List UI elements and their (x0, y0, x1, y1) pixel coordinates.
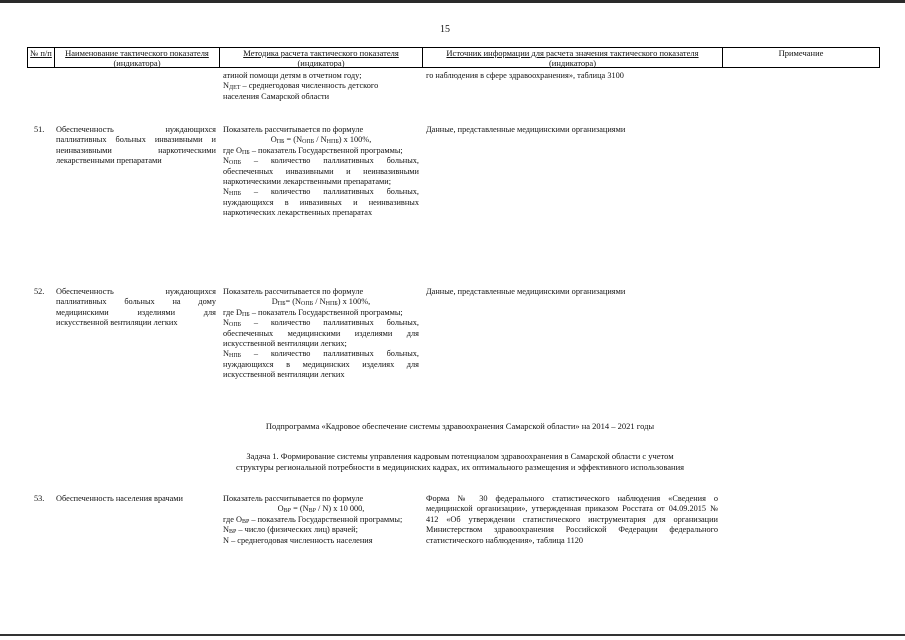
subprogram-heading: Подпрограмма «Кадровое обеспечение системы здравоохранения Самарской области» на 2014 – 2021 годы (265, 421, 655, 431)
header-num: № п/п (27, 47, 54, 68)
row51-method: Показатель рассчитывается по формуле $О_{ПБ} = (N_{ОПБ} / N_{НПБ})$ х 100%, где $О_{ПБ}$ – показатель Государственной программы; $N_{ОПБ}$ – количество паллиативных больных, обеспеченных инвазивными и неинвазивными наркотическими лекарственными препаратами; $N_{НПБ}$ – количество паллиативных больных, нуждающихся в инвазивных и неинвазивных наркотических лекарственных препаратах (223, 125, 419, 218)
row51-source: Данные, представленные медицинскими организациями (426, 125, 626, 134)
header-name: Наименование тактического показателя (индикатора) (54, 47, 219, 68)
header-note: Примечание (722, 47, 880, 68)
row53-num: 53. (34, 494, 45, 503)
cont-source: го наблюдения в сфере здравоохранения», таблица 3100 (426, 71, 624, 80)
row52-source: Данные, представленные медицинскими организациями (426, 287, 626, 296)
row53-method: Показатель рассчитывается по формуле $О_{ВР} = (N_{ВР} / N)$ х 10 000, где $О_{ВР}$ – показатель Государственной программы; $N_{ВР}$ – число (физических лиц) врачей; N – среднегодовая численность населения (223, 494, 403, 545)
row51-name: Обеспеченность нуждающихся паллиативных больных инвазивными и неинвазивными наркотическими лекарственными препаратами (56, 125, 216, 166)
row52-name: Обеспеченность нуждающихся паллиативных больных на дому медицинскими изделиями для искусственной вентиляции легких (56, 287, 216, 328)
header-source: Источник информации для расчета значения тактического показателя (индикатора) (422, 47, 722, 68)
row51-num: 51. (34, 125, 45, 134)
bottom-rule (0, 634, 905, 636)
task-heading: Задача 1. Формирование системы управления кадровым потенциалом здравоохранения в Самарской области с учетом структуры региональной потребности в медицинских кадрах, их оптимального размещения и эффективного использования (235, 451, 685, 472)
page-number: 15 (440, 24, 450, 35)
header-method: Методика расчета тактического показателя (индикатора) (219, 47, 422, 68)
cont-method: атиной помощи детям в отчетном году; $N_{ДЕТ}$ – среднегодовая численность детского населения Самарской области (223, 71, 379, 101)
row53-name: Обеспеченность населения врачами (56, 494, 183, 503)
row52-method: Показатель рассчитывается по формуле $D_{ПБ}= (N_{ОПБ} / N_{НПБ})$ х 100%, где $D_{ПБ}$ – показатель Государственной программы; $N_{ОПБ}$ – количество паллиативных больных, обеспеченных медицинскими изделиями для искусственной вентиляции легких; $N_{НПБ}$ – количество паллиативных больных, нуждающихся в медицинских изделиях для искусственной вентиляции легких (223, 287, 419, 380)
row52-num: 52. (34, 287, 45, 296)
top-rule (0, 0, 905, 3)
row53-source: Форма № 30 федерального статистического наблюдения «Сведения о медицинской организации», утвержденная приказом Росстата от 04.09.2015 № 412 «Об утверждении статистического инструментария для организации Министерством здравоохранения Российской Федерации федерального статистического наблюдения», таблица 1120 (426, 494, 718, 545)
